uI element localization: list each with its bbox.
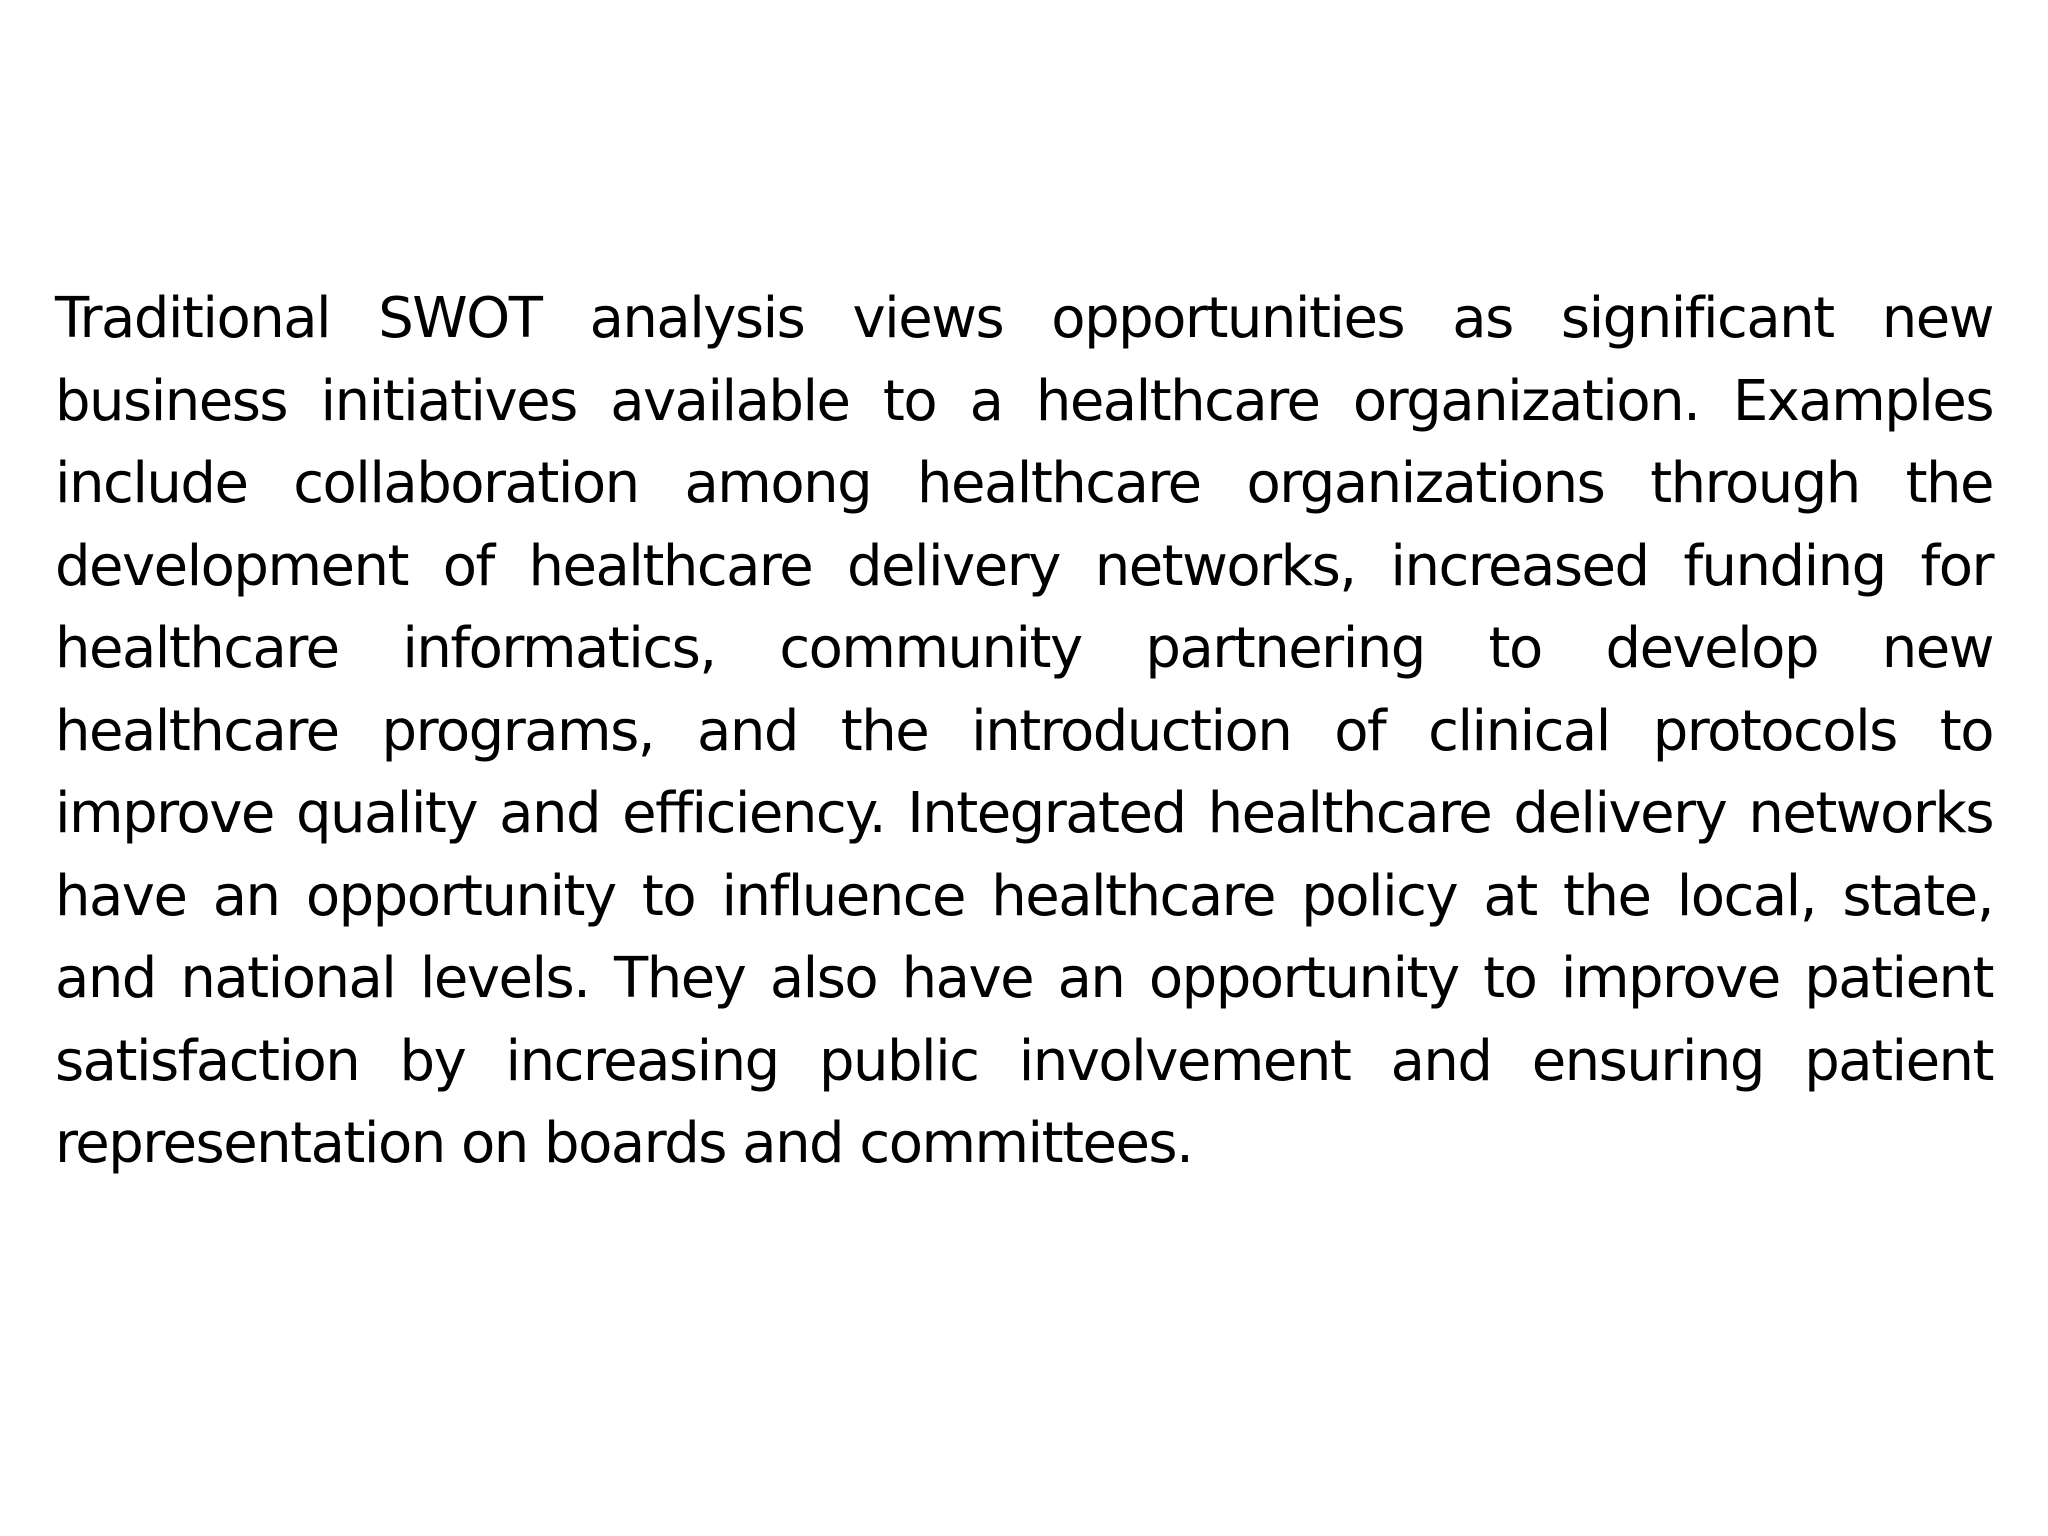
body-paragraph: Traditional SWOT analysis views opportunities as significant new business initiatives available to a healthcare organization. Examples include collaboration among healthcare organizations through the development of healthcare delivery networks, increased funding for healthcare informatics, community partnering to develop new healthcare programs, and the introduction of clinical protocols to improve quality and efficiency. Integrated healthcare delivery networks have an opportunity to influence healthcare policy at the local, state, and national levels. They also have an opportunity to improve patient satisfaction by increasing public involvement and ensuring patient representation on boards and committees. [55,286,1993,1176]
